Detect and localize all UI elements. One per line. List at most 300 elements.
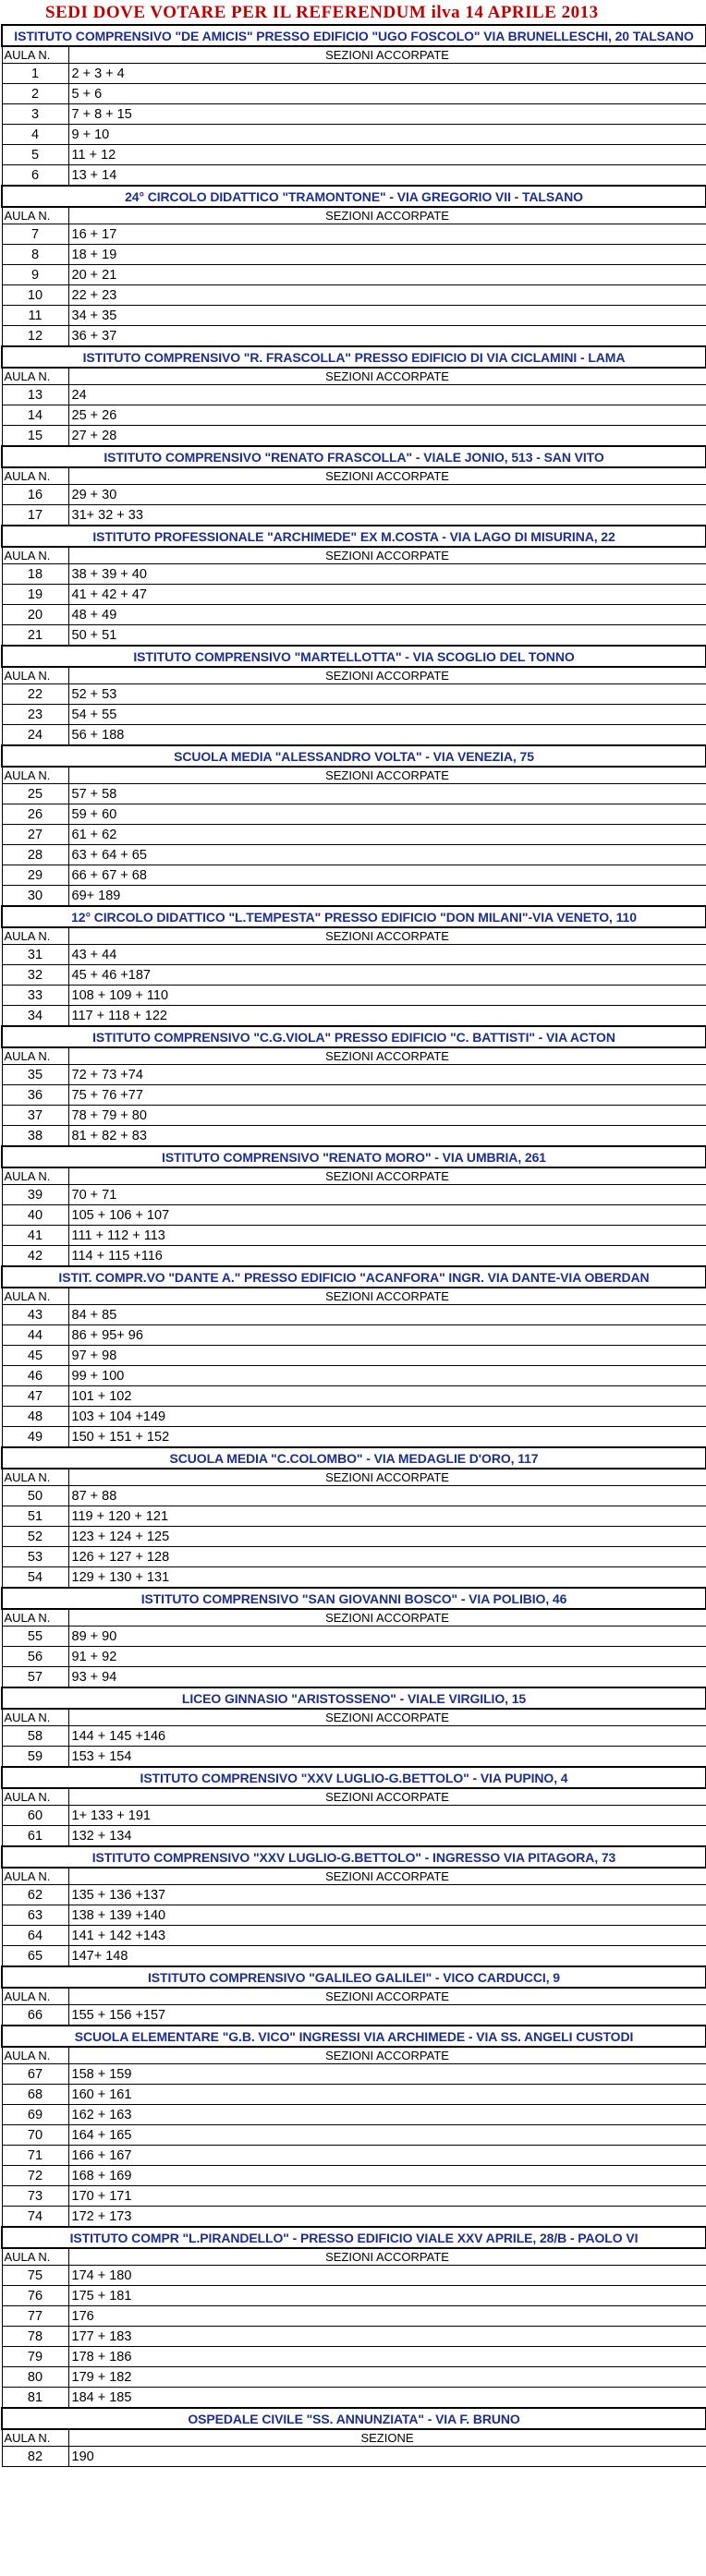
sections-column-header: SEZIONI ACCORPATE (68, 368, 706, 385)
aula-number: 33 (2, 986, 68, 1006)
table-row (2, 505, 706, 526)
aula-number: 27 (2, 825, 68, 845)
school-header-row (2, 1767, 706, 1788)
aula-number: 23 (2, 705, 68, 725)
aula-number: 28 (2, 845, 68, 865)
school-name: ISTITUTO COMPRENSIVO "GALILEO GALILEI" - VICO CARDUCCI, 9 (2, 1966, 706, 1988)
merged-sections: 11 + 12 (68, 145, 706, 165)
aula-number: 66 (2, 2005, 68, 2026)
aula-number: 4 (2, 125, 68, 145)
merged-sections: 176 (68, 2306, 706, 2327)
aula-number: 3 (2, 104, 68, 125)
aula-column-header: AULA N. (2, 927, 68, 945)
merged-sections: 45 + 46 +187 (68, 965, 706, 986)
school-header-row (2, 745, 706, 767)
merged-sections: 172 + 173 (68, 2207, 706, 2228)
aula-column-header: AULA N. (2, 2047, 68, 2064)
aula-number: 25 (2, 784, 68, 804)
aula-number: 80 (2, 2367, 68, 2388)
column-header-row (2, 1868, 706, 1885)
aula-column-header: AULA N. (2, 207, 68, 224)
merged-sections: 48 + 49 (68, 605, 706, 625)
merged-sections: 38 + 39 + 40 (68, 564, 706, 585)
merged-sections: 7 + 8 + 15 (68, 104, 706, 125)
merged-sections: 190 (68, 2447, 706, 2467)
merged-sections: 36 + 37 (68, 326, 706, 347)
aula-number: 49 (2, 1427, 68, 1448)
merged-sections: 178 + 186 (68, 2347, 706, 2367)
merged-sections: 184 + 185 (68, 2388, 706, 2409)
merged-sections: 43 + 44 (68, 945, 706, 965)
column-header-row (2, 1288, 706, 1305)
sections-column-header: SEZIONI ACCORPATE (68, 767, 706, 784)
table-row (2, 986, 706, 1006)
aula-number: 16 (2, 485, 68, 505)
merged-sections: 29 + 30 (68, 485, 706, 505)
merged-sections: 56 + 188 (68, 725, 706, 746)
aula-number: 22 (2, 684, 68, 705)
aula-number: 72 (2, 2166, 68, 2186)
table-row (2, 2266, 706, 2286)
merged-sections: 20 + 21 (68, 265, 706, 285)
school-header-row (2, 446, 706, 467)
column-header-row (2, 767, 706, 784)
column-header-row (2, 1609, 706, 1627)
aula-number: 36 (2, 1085, 68, 1106)
aula-column-header: AULA N. (2, 1047, 68, 1065)
table-row (2, 1506, 706, 1527)
aula-column-header: AULA N. (2, 2248, 68, 2266)
table-row (2, 265, 706, 285)
aula-number: 54 (2, 1567, 68, 1589)
table-row (2, 1246, 706, 1267)
merged-sections: 22 + 23 (68, 285, 706, 306)
aula-column-header: AULA N. (2, 1709, 68, 1726)
merged-sections: 135 + 136 +137 (68, 1885, 706, 1905)
school-name: ISTITUTO COMPRENSIVO "XXV LUGLIO-G.BETTOLO" - INGRESSO VIA PITAGORA, 73 (2, 1846, 706, 1868)
merged-sections: 101 + 102 (68, 1386, 706, 1407)
merged-sections: 69+ 189 (68, 886, 706, 907)
table-row (2, 1567, 706, 1589)
aula-number: 82 (2, 2447, 68, 2467)
table-row (2, 825, 706, 845)
aula-number: 42 (2, 1246, 68, 1267)
column-header-row (2, 667, 706, 684)
table-row (2, 2105, 706, 2125)
sections-column-header: SEZIONI ACCORPATE (68, 207, 706, 224)
aula-number: 51 (2, 1506, 68, 1527)
merged-sections: 111 + 112 + 113 (68, 1226, 706, 1246)
school-header-row (2, 1588, 706, 1609)
merged-sections: 75 + 76 +77 (68, 1085, 706, 1106)
table-row (2, 1386, 706, 1407)
table-row (2, 1627, 706, 1647)
aula-number: 44 (2, 1325, 68, 1346)
table-row (2, 165, 706, 187)
aula-number: 79 (2, 2347, 68, 2367)
aula-column-header: AULA N. (2, 1469, 68, 1486)
school-header-row (2, 186, 706, 207)
table-row (2, 725, 706, 746)
document-title: SEDI DOVE VOTARE PER IL REFERENDUM ilva 14 APRILE 2013 (45, 3, 599, 22)
table-row (2, 64, 706, 84)
table-row (2, 2286, 706, 2306)
merged-sections: 63 + 64 + 65 (68, 845, 706, 865)
aula-number: 65 (2, 1946, 68, 1967)
school-header-row (2, 1447, 706, 1469)
aula-number: 62 (2, 1885, 68, 1905)
merged-sections: 59 + 60 (68, 804, 706, 825)
school-header-row (2, 2026, 706, 2047)
aula-number: 77 (2, 2306, 68, 2327)
table-row (2, 585, 706, 605)
aula-number: 19 (2, 585, 68, 605)
merged-sections: 13 + 14 (68, 165, 706, 187)
table-row (2, 1106, 706, 1126)
school-name: ISTITUTO COMPRENSIVO "SAN GIOVANNI BOSCO" - VIA POLIBIO, 46 (2, 1588, 706, 1609)
table-row (2, 125, 706, 145)
aula-number: 12 (2, 326, 68, 347)
school-name: SCUOLA MEDIA "ALESSANDRO VOLTA" - VIA VENEZIA, 75 (2, 745, 706, 767)
school-name: ISTITUTO COMPRENSIVO "RENATO MORO" - VIA UMBRIA, 261 (2, 1146, 706, 1167)
school-header-row (2, 1966, 706, 1988)
table-row (2, 1185, 706, 1205)
merged-sections: 91 + 92 (68, 1647, 706, 1667)
sections-column-header: SEZIONI ACCORPATE (68, 46, 706, 64)
school-header-row (2, 1026, 706, 1047)
aula-number: 59 (2, 1747, 68, 1768)
sections-column-header: SEZIONI ACCORPATE (68, 547, 706, 564)
aula-number: 38 (2, 1126, 68, 1147)
column-header-row (2, 1469, 706, 1486)
aula-number: 24 (2, 725, 68, 746)
school-name: ISTITUTO COMPR "L.PIRANDELLO" - PRESSO EDIFICIO VIALE XXV APRILE, 28/B - PAOLO VI (2, 2227, 706, 2248)
aula-column-header: AULA N. (2, 1988, 68, 2005)
aula-number: 70 (2, 2125, 68, 2146)
column-header-row (2, 547, 706, 564)
column-header-row (2, 368, 706, 385)
merged-sections: 174 + 180 (68, 2266, 706, 2286)
school-name: ISTITUTO COMPRENSIVO "MARTELLOTTA" - VIA SCOGLIO DEL TONNO (2, 646, 706, 667)
merged-sections: 31+ 32 + 33 (68, 505, 706, 526)
table-row (2, 1427, 706, 1448)
aula-number: 13 (2, 385, 68, 405)
table-row (2, 605, 706, 625)
merged-sections: 114 + 115 +116 (68, 1246, 706, 1267)
table-row (2, 1926, 706, 1946)
table-row (2, 705, 706, 725)
table-row (2, 1065, 706, 1085)
table-row (2, 865, 706, 886)
aula-column-header: AULA N. (2, 1788, 68, 1806)
aula-number: 14 (2, 405, 68, 426)
table-row (2, 326, 706, 347)
table-row (2, 2186, 706, 2207)
table-row (2, 2207, 706, 2228)
aula-number: 30 (2, 886, 68, 907)
aula-number: 17 (2, 505, 68, 526)
sections-column-header: SEZIONI ACCORPATE (68, 1288, 706, 1305)
school-header-row (2, 1846, 706, 1868)
table-row (2, 385, 706, 405)
table-row (2, 564, 706, 585)
aula-number: 68 (2, 2085, 68, 2105)
table-row (2, 485, 706, 505)
merged-sections: 1+ 133 + 191 (68, 1806, 706, 1826)
merged-sections: 97 + 98 (68, 1346, 706, 1366)
merged-sections: 18 + 19 (68, 245, 706, 265)
table-row (2, 145, 706, 165)
table-row (2, 306, 706, 326)
merged-sections: 52 + 53 (68, 684, 706, 705)
aula-number: 31 (2, 945, 68, 965)
table-row (2, 2146, 706, 2166)
table-row (2, 684, 706, 705)
table-row (2, 1826, 706, 1847)
table-row (2, 1085, 706, 1106)
sections-column-header: SEZIONI ACCORPATE (68, 2248, 706, 2266)
table-row (2, 245, 706, 265)
school-header-row (2, 1146, 706, 1167)
school-name: ISTIT. COMPR.VO "DANTE A." PRESSO EDIFICIO "ACANFORA" INGR. VIA DANTE-VIA OBERDAN (2, 1266, 706, 1288)
aula-number: 39 (2, 1185, 68, 1205)
table-row (2, 2005, 706, 2026)
table-row (2, 1486, 706, 1506)
sections-column-header: SEZIONI ACCORPATE (68, 1047, 706, 1065)
aula-number: 46 (2, 1366, 68, 1386)
sections-column-header: SEZIONI ACCORPATE (68, 1609, 706, 1627)
table-row (2, 1946, 706, 1967)
aula-number: 43 (2, 1305, 68, 1325)
aula-number: 55 (2, 1627, 68, 1647)
merged-sections: 162 + 163 (68, 2105, 706, 2125)
column-header-row (2, 2429, 706, 2447)
merged-sections: 70 + 71 (68, 1185, 706, 1205)
merged-sections: 66 + 67 + 68 (68, 865, 706, 886)
school-header-row (2, 526, 706, 547)
merged-sections: 27 + 28 (68, 426, 706, 447)
column-header-row (2, 1988, 706, 2005)
table-row (2, 1527, 706, 1547)
aula-number: 78 (2, 2327, 68, 2347)
table-row (2, 2085, 706, 2105)
merged-sections: 126 + 127 + 128 (68, 1547, 706, 1567)
table-row (2, 2388, 706, 2409)
aula-column-header: AULA N. (2, 547, 68, 564)
table-row (2, 1325, 706, 1346)
table-row (2, 285, 706, 306)
aula-number: 53 (2, 1547, 68, 1567)
merged-sections: 155 + 156 +157 (68, 2005, 706, 2026)
merged-sections: 166 + 167 (68, 2146, 706, 2166)
aula-number: 15 (2, 426, 68, 447)
merged-sections: 141 + 142 +143 (68, 1926, 706, 1946)
sections-column-header: SEZIONI ACCORPATE (68, 1868, 706, 1885)
aula-number: 56 (2, 1647, 68, 1667)
column-header-row (2, 1167, 706, 1185)
aula-number: 74 (2, 2207, 68, 2228)
column-header-row (2, 2047, 706, 2064)
sections-column-header: SEZIONI ACCORPATE (68, 1788, 706, 1806)
sections-column-header: SEZIONI ACCORPATE (68, 927, 706, 945)
merged-sections: 170 + 171 (68, 2186, 706, 2207)
column-header-row (2, 1788, 706, 1806)
sections-column-header: SEZIONI ACCORPATE (68, 1709, 706, 1726)
table-row (2, 2367, 706, 2388)
sections-column-header: SEZIONI ACCORPATE (68, 1988, 706, 2005)
aula-number: 7 (2, 224, 68, 245)
table-row (2, 1667, 706, 1688)
aula-number: 21 (2, 625, 68, 647)
table-row (2, 1305, 706, 1325)
table-row (2, 1126, 706, 1147)
merged-sections: 61 + 62 (68, 825, 706, 845)
merged-sections: 87 + 88 (68, 1486, 706, 1506)
merged-sections: 2 + 3 + 4 (68, 64, 706, 84)
merged-sections: 123 + 124 + 125 (68, 1527, 706, 1547)
school-header-row (2, 906, 706, 927)
table-row (2, 804, 706, 825)
school-name: OSPEDALE CIVILE "SS. ANNUNZIATA" - VIA F. BRUNO (2, 2408, 706, 2429)
school-header-row (2, 1687, 706, 1709)
aula-number: 48 (2, 1407, 68, 1427)
aula-number: 73 (2, 2186, 68, 2207)
school-header-row (2, 346, 706, 368)
merged-sections: 72 + 73 +74 (68, 1065, 706, 1085)
merged-sections: 175 + 181 (68, 2286, 706, 2306)
school-name: SCUOLA MEDIA "C.COLOMBO" - VIA MEDAGLIE D'ORO, 117 (2, 1447, 706, 1469)
merged-sections: 138 + 139 +140 (68, 1905, 706, 1926)
table-row (2, 1547, 706, 1567)
table-row (2, 2347, 706, 2367)
merged-sections: 86 + 95+ 96 (68, 1325, 706, 1346)
merged-sections: 54 + 55 (68, 705, 706, 725)
merged-sections: 9 + 10 (68, 125, 706, 145)
sections-column-header: SEZIONI ACCORPATE (68, 1167, 706, 1185)
aula-number: 58 (2, 1726, 68, 1747)
table-row (2, 2447, 706, 2467)
aula-number: 81 (2, 2388, 68, 2409)
aula-number: 60 (2, 1806, 68, 1826)
column-header-row (2, 2248, 706, 2266)
table-row (2, 625, 706, 647)
polling-table (1, 24, 706, 2467)
aula-number: 32 (2, 965, 68, 986)
aula-column-header: AULA N. (2, 368, 68, 385)
aula-number: 34 (2, 1006, 68, 1027)
school-header-row (2, 646, 706, 667)
school-header-row (2, 2227, 706, 2248)
table-row (2, 1366, 706, 1386)
column-header-row (2, 207, 706, 224)
table-row (2, 965, 706, 986)
table-row (2, 1747, 706, 1768)
aula-number: 63 (2, 1905, 68, 1926)
table-row (2, 1647, 706, 1667)
merged-sections: 177 + 183 (68, 2327, 706, 2347)
school-name: ISTITUTO COMPRENSIVO "XXV LUGLIO-G.BETTOLO" - VIA PUPINO, 4 (2, 1767, 706, 1788)
table-row (2, 1346, 706, 1366)
merged-sections: 150 + 151 + 152 (68, 1427, 706, 1448)
merged-sections: 93 + 94 (68, 1667, 706, 1688)
merged-sections: 81 + 82 + 83 (68, 1126, 706, 1147)
aula-number: 29 (2, 865, 68, 886)
column-header-row (2, 1709, 706, 1726)
merged-sections: 108 + 109 + 110 (68, 986, 706, 1006)
school-name: ISTITUTO PROFESSIONALE "ARCHIMEDE" EX M.COSTA - VIA LAGO DI MISURINA, 22 (2, 526, 706, 547)
sections-column-header: SEZIONI ACCORPATE (68, 1469, 706, 1486)
aula-number: 76 (2, 2286, 68, 2306)
merged-sections: 158 + 159 (68, 2064, 706, 2085)
aula-number: 50 (2, 1486, 68, 1506)
table-row (2, 945, 706, 965)
school-header-row (2, 2408, 706, 2429)
merged-sections: 117 + 118 + 122 (68, 1006, 706, 1027)
merged-sections: 119 + 120 + 121 (68, 1506, 706, 1527)
aula-column-header: AULA N. (2, 1868, 68, 1885)
aula-number: 75 (2, 2266, 68, 2286)
school-name: SCUOLA ELEMENTARE "G.B. VICO" INGRESSI VIA ARCHIMEDE - VIA SS. ANGELI CUSTODI (2, 2026, 706, 2047)
column-header-row (2, 1047, 706, 1065)
aula-number: 2 (2, 84, 68, 104)
table-row (2, 1006, 706, 1027)
table-row (2, 2327, 706, 2347)
aula-number: 37 (2, 1106, 68, 1126)
table-row (2, 2064, 706, 2085)
column-header-row (2, 927, 706, 945)
table-row (2, 784, 706, 804)
table-row (2, 1806, 706, 1826)
aula-number: 52 (2, 1527, 68, 1547)
merged-sections: 16 + 17 (68, 224, 706, 245)
aula-number: 18 (2, 564, 68, 585)
table-row (2, 1885, 706, 1905)
merged-sections: 105 + 106 + 107 (68, 1205, 706, 1226)
table-row (2, 1726, 706, 1747)
merged-sections: 5 + 6 (68, 84, 706, 104)
aula-number: 61 (2, 1826, 68, 1847)
merged-sections: 129 + 130 + 131 (68, 1567, 706, 1589)
school-name: ISTITUTO COMPRENSIVO "R. FRASCOLLA" PRESSO EDIFICIO DI VIA CICLAMINI - LAMA (2, 346, 706, 368)
aula-number: 8 (2, 245, 68, 265)
aula-column-header: AULA N. (2, 46, 68, 64)
column-header-row (2, 467, 706, 485)
document (1, 0, 705, 2467)
merged-sections: 147+ 148 (68, 1946, 706, 1967)
merged-sections: 78 + 79 + 80 (68, 1106, 706, 1126)
aula-number: 64 (2, 1926, 68, 1946)
aula-column-header: AULA N. (2, 2429, 68, 2447)
table-row (2, 426, 706, 447)
table-row (2, 1205, 706, 1226)
aula-number: 5 (2, 145, 68, 165)
aula-number: 9 (2, 265, 68, 285)
merged-sections: 99 + 100 (68, 1366, 706, 1386)
school-name: 24° CIRCOLO DIDATTICO "TRAMONTONE" - VIA GREGORIO VII - TALSANO (2, 186, 706, 207)
aula-number: 57 (2, 1667, 68, 1688)
aula-number: 47 (2, 1386, 68, 1407)
school-header-row (2, 1266, 706, 1288)
table-row (2, 1407, 706, 1427)
school-header-row (2, 25, 706, 46)
sections-column-header: SEZIONI ACCORPATE (68, 667, 706, 684)
aula-number: 10 (2, 285, 68, 306)
table-row (2, 84, 706, 104)
aula-number: 11 (2, 306, 68, 326)
merged-sections: 84 + 85 (68, 1305, 706, 1325)
merged-sections: 179 + 182 (68, 2367, 706, 2388)
merged-sections: 57 + 58 (68, 784, 706, 804)
